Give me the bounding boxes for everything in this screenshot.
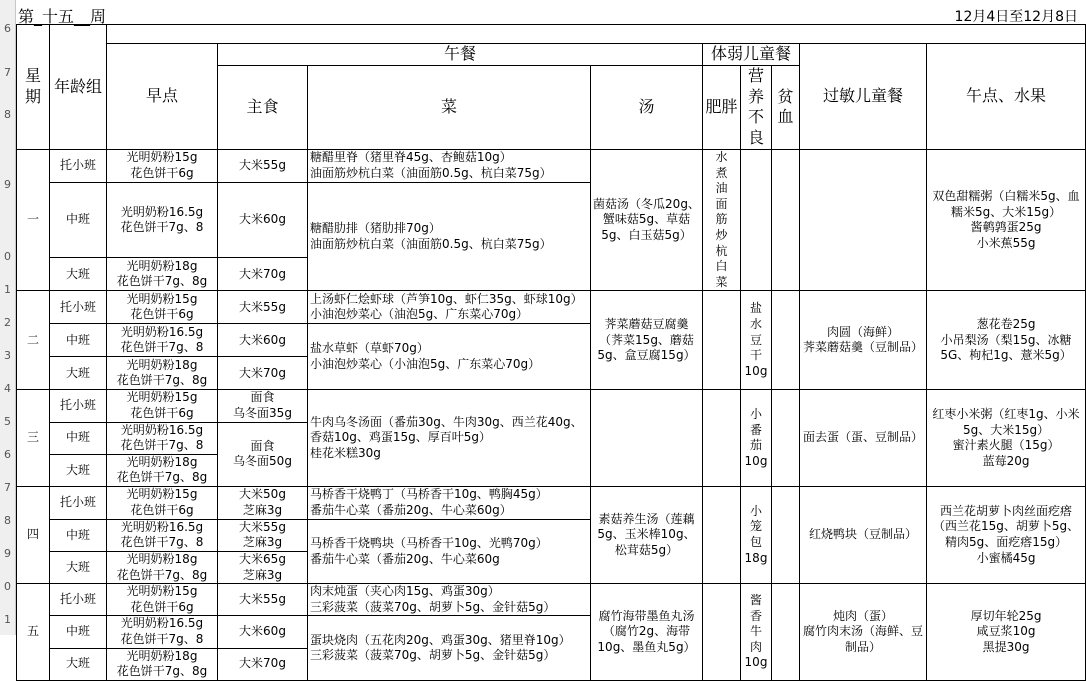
malnourished-cell[interactable]: 酱 香 牛 肉 10g [741,584,772,681]
row-number: 7 [4,66,11,79]
age-group-cell[interactable]: 大班 [50,552,107,584]
breakfast-header[interactable]: 早点 [107,44,218,150]
snack-cell[interactable]: 红枣小米粥（红枣1g、小米5g、大米15g） 蜜汁素火腿（15g） 蓝莓20g [927,390,1086,487]
malnourished-cell[interactable]: 盐 水 豆 干 10g [741,291,772,390]
staple-cell[interactable]: 大米70g [218,357,308,390]
weekly-menu-table [16,24,1086,681]
allergy-meal-header[interactable]: 过敏儿童餐 [800,44,927,150]
age-group-cell[interactable]: 大班 [50,648,107,680]
row-number-gutter [0,0,16,635]
age-group-header[interactable]: 年龄组 [50,25,107,150]
soup-cell[interactable]: 荠菜蘑菇豆腐羹（荠菜15g、蘑菇5g、盒豆腐15g） [591,291,703,390]
row-number: 5 [4,415,11,428]
row-number: 9 [4,547,11,560]
age-group-cell[interactable]: 中班 [50,324,107,357]
row-number: 4 [4,382,11,395]
breakfast-cell[interactable]: 光明奶粉16.5g 花色饼干7g、8 [107,182,218,257]
age-group-cell[interactable]: 大班 [50,357,107,390]
age-group-cell[interactable]: 中班 [50,519,107,551]
obese-cell[interactable] [703,291,741,390]
breakfast-cell[interactable]: 光明奶粉15g 花色饼干6g [107,390,218,422]
row-number: 6 [4,22,11,35]
weekday-cell[interactable]: 四 [17,486,50,583]
staple-cell[interactable]: 大米55g [218,291,308,324]
dish-cell[interactable]: 盐水草虾（草虾70g） 小油泡炒菜心（小油泡5g、广东菜心70g） [308,324,591,390]
age-group-cell[interactable]: 托小班 [50,584,107,616]
dish-cell[interactable]: 糖醋肋排（猪肋排70g） 油面筋炒杭白菜（油面筋0.5g、杭白菜75g） [308,182,591,290]
breakfast-cell[interactable]: 光明奶粉16.5g 花色饼干7g、8 [107,422,218,454]
malnourished-cell[interactable]: 小 笼 包 18g [741,486,772,583]
weekday-cell[interactable]: 二 [17,291,50,390]
week-label[interactable]: 第_十五__周 [18,7,107,26]
soup-cell[interactable] [591,390,703,487]
weekday-cell[interactable]: 三 [17,390,50,487]
malnourished-header[interactable]: 营 养 不 良 [741,65,772,149]
malnourished-cell[interactable] [741,149,772,290]
breakfast-cell[interactable]: 光明奶粉16.5g 花色饼干7g、8 [107,324,218,357]
snack-cell[interactable]: 西兰花胡萝卜肉丝面疙瘩（西兰花15g、胡萝卜5g、精肉5g、面疙瘩15g） 小蜜橘45g [927,486,1086,583]
row-number: 9 [4,178,11,191]
breakfast-cell[interactable]: 光明奶粉18g 花色饼干7g、8g [107,552,218,584]
age-group-cell[interactable]: 中班 [50,616,107,648]
obese-cell[interactable] [703,584,741,681]
breakfast-cell[interactable]: 光明奶粉15g 花色饼干6g [107,486,218,519]
breakfast-cell[interactable]: 光明奶粉18g 花色饼干7g、8g [107,454,218,486]
staple-cell[interactable]: 大米65g 芝麻3g [218,552,308,584]
anemia-header[interactable]: 贫 血 [772,65,800,149]
row-number: 8 [4,108,11,121]
anemia-cell[interactable] [772,149,800,290]
dish-cell[interactable]: 蛋块烧肉（五花肉20g、鸡蛋30g、猪里脊10g） 三彩菠菜（菠菜70g、胡萝卜5g、金针菇5g） [308,616,591,680]
snack-cell[interactable]: 厚切年轮25g 咸豆浆10g 黑提30g [927,584,1086,681]
row-number: 2 [4,316,11,329]
snack-cell[interactable]: 双色甜糯粥（白糯米5g、血糯米5g、大米15g） 酱鹌鹑蛋25g 小米蕉55g [927,149,1086,290]
breakfast-cell[interactable]: 光明奶粉15g 花色饼干6g [107,291,218,324]
breakfast-cell[interactable]: 光明奶粉16.5g 花色饼干7g、8 [107,616,218,648]
weekday-header[interactable]: 星期 [17,25,50,150]
obese-header[interactable]: 肥胖 [703,65,741,149]
anemia-cell[interactable] [772,291,800,390]
age-group-cell[interactable]: 中班 [50,422,107,454]
age-group-cell[interactable]: 托小班 [50,291,107,324]
age-group-cell[interactable]: 大班 [50,258,107,291]
row-number: 6 [4,448,11,461]
obese-cell[interactable] [703,486,741,583]
weak-meal-header[interactable]: 体弱儿童餐 [703,44,800,66]
breakfast-cell[interactable]: 光明奶粉16.5g 花色饼干7g、8 [107,519,218,551]
staple-cell[interactable]: 大米55g [218,584,308,616]
age-group-cell[interactable]: 中班 [50,182,107,257]
row-number: 8 [4,514,11,527]
allergy-cell[interactable]: 炖肉（蛋） 腐竹肉末汤（海鲜、豆制品） [800,584,927,681]
breakfast-cell[interactable]: 光明奶粉18g 花色饼干7g、8g [107,357,218,390]
snack-fruit-header[interactable]: 午点、水果 [927,44,1086,150]
dish-cell[interactable]: 马桥香干烧鸭丁（马桥香干10g、鸭胸45g） 番茄牛心菜（番茄20g、牛心菜60g） [308,486,591,519]
lunch-header[interactable]: 午餐 [218,44,703,66]
age-group-cell[interactable]: 大班 [50,454,107,486]
allergy-cell[interactable]: 肉圆（海鲜） 荠菜蘑菇羹（豆制品） [800,291,927,390]
obese-cell[interactable] [703,390,741,487]
age-group-cell[interactable]: 托小班 [50,390,107,422]
staple-cell[interactable]: 大米55g 芝麻3g [218,519,308,551]
malnourished-cell[interactable]: 小 番 茄 10g [741,390,772,487]
breakfast-cell[interactable]: 光明奶粉18g 花色饼干7g、8g [107,258,218,291]
breakfast-cell[interactable]: 光明奶粉15g 花色饼干6g [107,584,218,616]
allergy-cell[interactable]: 红烧鸭块（豆制品） [800,486,927,583]
soup-cell[interactable]: 腐竹海带墨鱼丸汤（腐竹2g、海带10g、墨鱼丸5g） [591,584,703,681]
row-number: 0 [4,580,11,593]
sheet-title-row [16,0,1086,24]
anemia-cell[interactable] [772,390,800,487]
staple-cell[interactable]: 大米60g [218,616,308,648]
staple-cell[interactable]: 大米60g [218,324,308,357]
row-number: 1 [4,613,11,626]
row-number: 3 [4,349,11,362]
anemia-cell[interactable] [772,584,800,681]
anemia-cell[interactable] [772,486,800,583]
row-number: 0 [4,250,11,263]
breakfast-cell[interactable]: 光明奶粉15g 花色饼干6g [107,149,218,182]
weekday-cell[interactable]: 一 [17,149,50,290]
staple-cell[interactable]: 大米60g [218,182,308,257]
soup-cell[interactable]: 素菇养生汤（莲藕5g、玉米棒10g、松茸菇5g） [591,486,703,583]
staple-cell[interactable]: 大米50g 芝麻3g [218,486,308,519]
obese-cell[interactable]: 水 煮 油 面 筋 炒 杭 白 菜 [703,149,741,290]
dish-header[interactable]: 菜 [308,65,591,149]
dish-cell[interactable]: 上汤虾仁烩虾球（芦笋10g、虾仁35g、虾球10g）小油泡炒菜心（油泡5g、广东菜心70g） [308,291,591,324]
snack-cell[interactable]: 葱花卷25g 小吊梨汤（梨15g、冰糖5G、枸杞1g、薏米5g） [927,291,1086,390]
header-blank[interactable] [107,25,1086,44]
row-number: 1 [4,283,11,296]
staple-header[interactable]: 主食 [218,65,308,149]
weekday-cell[interactable]: 五 [17,584,50,681]
age-group-cell[interactable]: 托小班 [50,149,107,182]
age-group-cell[interactable]: 托小班 [50,486,107,519]
staple-cell[interactable]: 大米70g [218,258,308,291]
soup-cell[interactable]: 菌菇汤（冬瓜20g、蟹味菇5g、草菇5g、白玉菇5g） [591,149,703,290]
allergy-cell[interactable] [800,149,927,290]
dish-cell[interactable]: 糖醋里脊（猪里脊45g、杏鲍菇10g） 油面筋炒杭白菜（油面筋0.5g、杭白菜75g） [308,149,591,182]
allergy-cell[interactable]: 面去蛋（蛋、豆制品） [800,390,927,487]
staple-cell[interactable]: 大米55g [218,149,308,182]
staple-cell[interactable]: 大米70g [218,648,308,680]
dish-cell[interactable]: 牛肉乌冬汤面（番茄30g、牛肉30g、西兰花40g、香菇10g、鸡蛋15g、厚百叶5g） 桂花米糕30g [308,390,591,487]
dish-cell[interactable]: 马桥香干烧鸭块（马桥香干10g、光鸭70g） 番茄牛心菜（番茄20g、牛心菜60g [308,519,591,583]
staple-cell[interactable]: 面食 乌冬面35g [218,390,308,422]
breakfast-cell[interactable]: 光明奶粉18g 花色饼干7g、8g [107,648,218,680]
dish-cell[interactable]: 肉末炖蛋（夹心肉15g、鸡蛋30g） 三彩菠菜（菠菜70g、胡萝卜5g、金针菇5g） [308,584,591,616]
row-number: 7 [4,481,11,494]
date-range[interactable]: 12月4日至12月8日 [954,9,1078,25]
soup-header[interactable]: 汤 [591,65,703,149]
staple-cell[interactable]: 面食 乌冬面50g [218,422,308,486]
